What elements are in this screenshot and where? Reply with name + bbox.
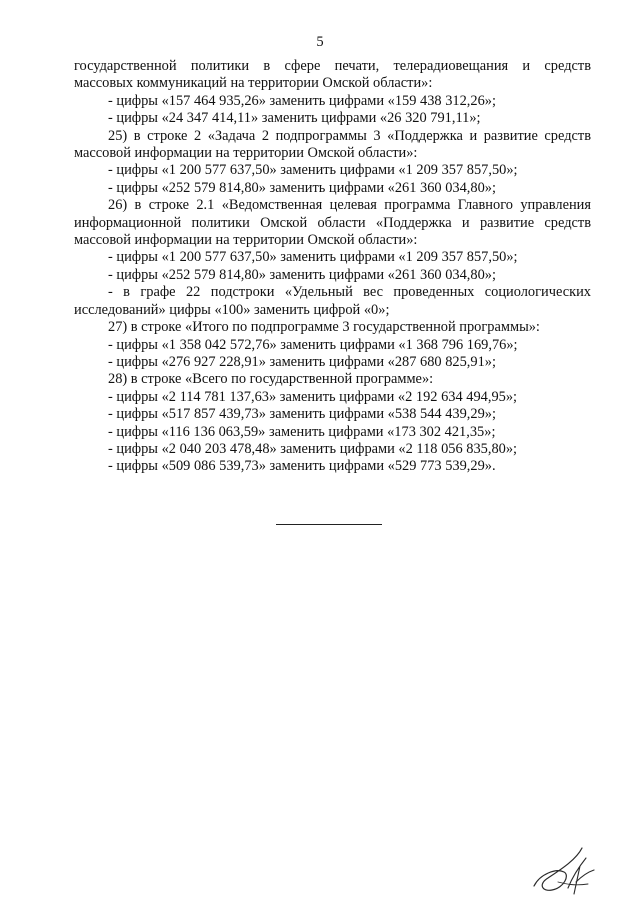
text-line: информационной политики Омской области «Поддержка и развитие средств: [74, 214, 591, 231]
text-line: 25) в строке 2 «Задача 2 подпрограммы 3 «Поддержка и развитие средств: [108, 127, 591, 144]
text-line: - цифры «276 927 228,91» заменить цифрами «287 680 825,91»;: [108, 353, 496, 370]
text-line: - цифры «24 347 414,11» заменить цифрами «26 320 791,11»;: [108, 110, 481, 127]
page-number: 5: [316, 34, 324, 50]
text-line: 28) в строке «Всего по государственной программе»:: [108, 371, 434, 388]
text-line: 26) в строке 2.1 «Ведомственная целевая программа Главного управления: [108, 197, 591, 214]
end-divider-line: [276, 524, 382, 525]
text-line: - цифры «2 114 781 137,63» заменить цифрами «2 192 634 494,95»;: [108, 388, 518, 405]
text-line: - цифры «509 086 539,73» заменить цифрами «529 773 539,29».: [108, 458, 496, 475]
text-line: - цифры «1 200 577 637,50» заменить цифрами «1 209 357 857,50»;: [108, 249, 518, 266]
text-line: - цифры «517 857 439,73» заменить цифрами «538 544 439,29»;: [108, 406, 496, 423]
text-line: - цифры «1 358 042 572,76» заменить цифрами «1 368 796 169,76»;: [108, 336, 518, 353]
text-line: исследований» цифры «100» заменить цифрой «0»;: [74, 301, 390, 318]
text-line: массовых коммуникаций на территории Омской области»:: [74, 75, 433, 92]
text-line: массовой информации на территории Омской области»:: [74, 145, 418, 162]
text-line: 27) в строке «Итого по подпрограмме 3 государственной программы»:: [108, 319, 540, 336]
text-line: - цифры «252 579 814,80» заменить цифрами «261 360 034,80»;: [108, 179, 496, 196]
text-line: - в графе 22 подстроки «Удельный вес проведенных социологических: [108, 284, 591, 301]
text-line: - цифры «2 040 203 478,48» заменить цифрами «2 118 056 835,80»;: [108, 440, 518, 457]
text-line: массовой информации на территории Омской области»:: [74, 232, 418, 249]
text-line: государственной политики в сфере печати, телерадиовещания и средств: [74, 58, 591, 74]
text-line: - цифры «252 579 814,80» заменить цифрами «261 360 034,80»;: [108, 266, 496, 283]
amendment-text: [74, 58, 591, 476]
text-line: - цифры «1 200 577 637,50» заменить цифрами «1 209 357 857,50»;: [108, 162, 518, 179]
text-line: - цифры «157 464 935,26» заменить цифрами «159 438 312,26»;: [108, 92, 496, 109]
text-line: - цифры «116 136 063,59» заменить цифрами «173 302 421,35»;: [108, 423, 496, 440]
signature-mark: [530, 838, 600, 898]
